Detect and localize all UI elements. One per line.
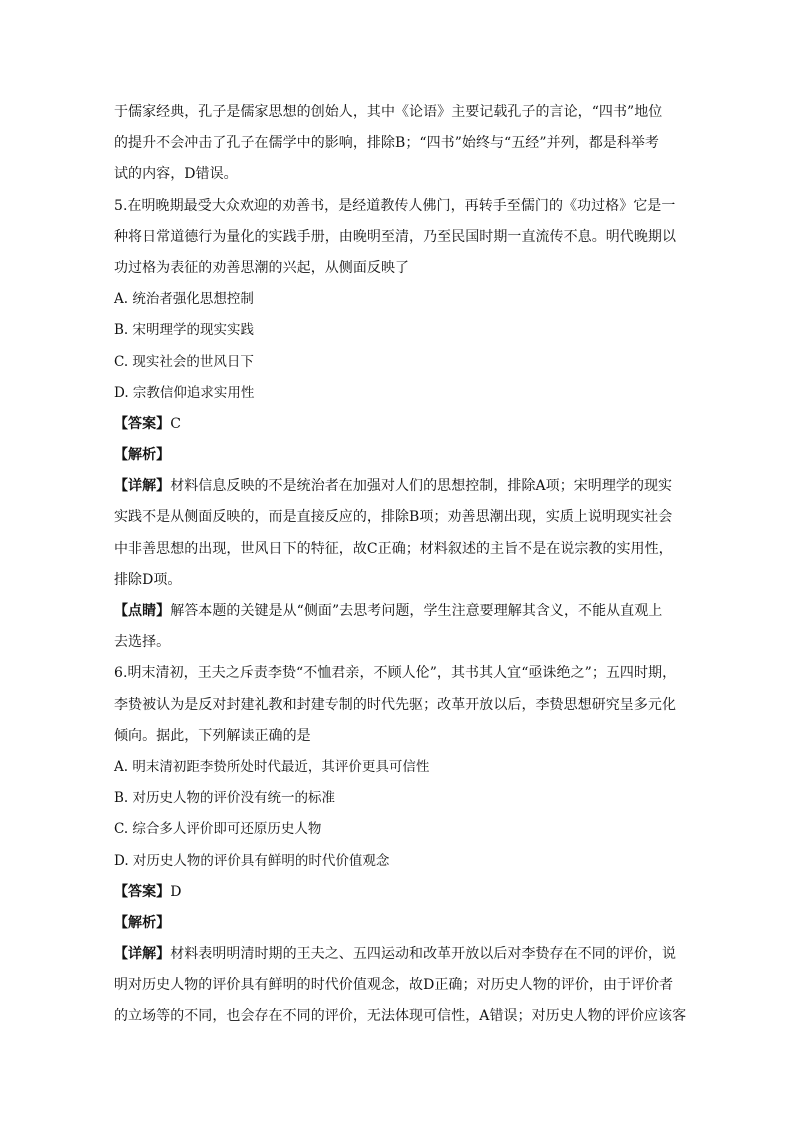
option-d: D. 宗教信仰追求实用性 (114, 384, 255, 401)
question-6 (114, 658, 687, 1032)
answer-line (114, 409, 682, 440)
option-c: C. 综合多人评价即可还原历史人物 (114, 821, 322, 838)
question-stem-line: 6.明末清初，王夫之斥责李贽“不恤君亲，不顾人伦”，其书其人宜“亟诛绝之”；五四时期， (114, 665, 677, 682)
detail-line: 的立场等的不同，也会存在不同的评价，无法体现可信性，A错误；对历史人物的评价应该客 (114, 1008, 687, 1025)
option-a: A. 明末清初距李贽所处时代最近，其评价更具可信性 (114, 758, 430, 775)
analysis-label: 【解析】 (114, 914, 171, 931)
document-page (114, 97, 687, 1033)
question-stem-line: 倾向。据此，下列解读正确的是 (114, 727, 311, 744)
detail-label: 【详解】 (114, 478, 171, 495)
answer-label: 【答案】 (114, 883, 171, 900)
text-line: 于儒家经典，孔子是儒家思想的创始人，其中《论语》主要记载孔子的言论，“四书”地位 (114, 104, 663, 120)
option-b: B. 对历史人物的评价没有统一的标准 (114, 790, 336, 807)
option-b: B. 宋明理学的现实实践 (114, 322, 255, 339)
question-stem-line: 李贽被认为是反对封建礼教和封建专制的时代先驱；改革开放以后，李贽思想研究呈多元化 (114, 696, 676, 713)
question-stem-line: 功过格为表征的劝善思潮的兴起，从侧面反映了 (114, 259, 410, 276)
detail-label: 【详解】 (114, 946, 171, 963)
tip-label: 【点睛】 (114, 603, 171, 619)
detail-text: 材料信息反映的不是统治者在加强对人们的思想控制，排除A项；宋明理学的现实 (170, 478, 673, 495)
question-stem-line: 5.在明晚期最受大众欢迎的劝善书，是经道教传人佛门，再转手至儒门的《功过格》它是一 (114, 197, 676, 214)
question-stem-line: 种将日常道德行为量化的实践手册，由晚明至清，乃至民国时期一直流传不息。明代晚期以 (114, 228, 676, 245)
detail-line: 排除D项。 (114, 571, 182, 588)
option-a: A. 统治者强化思想控制 (114, 291, 254, 308)
question-5 (114, 191, 682, 659)
detail-line (114, 471, 682, 502)
answer-line (114, 877, 682, 908)
option-d: D. 对历史人物的评价具有鲜明的时代价值观念 (114, 852, 390, 869)
detail-line: 实践不是从侧面反映的，而是直接反应的，排除B项；劝善思潮出现，实质上说明现实社会 (114, 509, 673, 526)
analysis-label-line (114, 908, 682, 939)
text-line: 的提升不会冲击了孔子在儒学中的影响，排除B；“四书”始终与“五经”并列，都是科举考 (114, 135, 659, 152)
tip-text: 解答本题的关键是从“侧面”去思考问题，学生注意要理解其含义，不能从直观上 (170, 603, 663, 619)
answer-label: 【答案】 (114, 415, 171, 432)
option-c: C. 现实社会的世风日下 (114, 353, 254, 370)
tip-line (114, 596, 682, 627)
tip-line: 去选择。 (114, 634, 171, 651)
detail-line (114, 939, 682, 970)
detail-line: 明对历史人物的评价具有鲜明的时代价值观念，故D正确；对历史人物的评价，由于评价者 (114, 977, 674, 994)
analysis-label: 【解析】 (114, 447, 171, 464)
q4-explanation-tail (114, 97, 682, 191)
detail-line: 中非善思想的出现，世风日下的特征，故C正确；材料叙述的主旨不是在说宗教的实用性， (114, 540, 673, 557)
detail-text: 材料表明明清时期的王夫之、五四运动和改革开放以后对李贽存在不同的评价，说 (170, 946, 677, 963)
text-line: 试的内容，D错误。 (114, 166, 238, 183)
analysis-label-line (114, 440, 682, 471)
answer-value: D (170, 883, 182, 900)
answer-value: C (170, 415, 181, 432)
